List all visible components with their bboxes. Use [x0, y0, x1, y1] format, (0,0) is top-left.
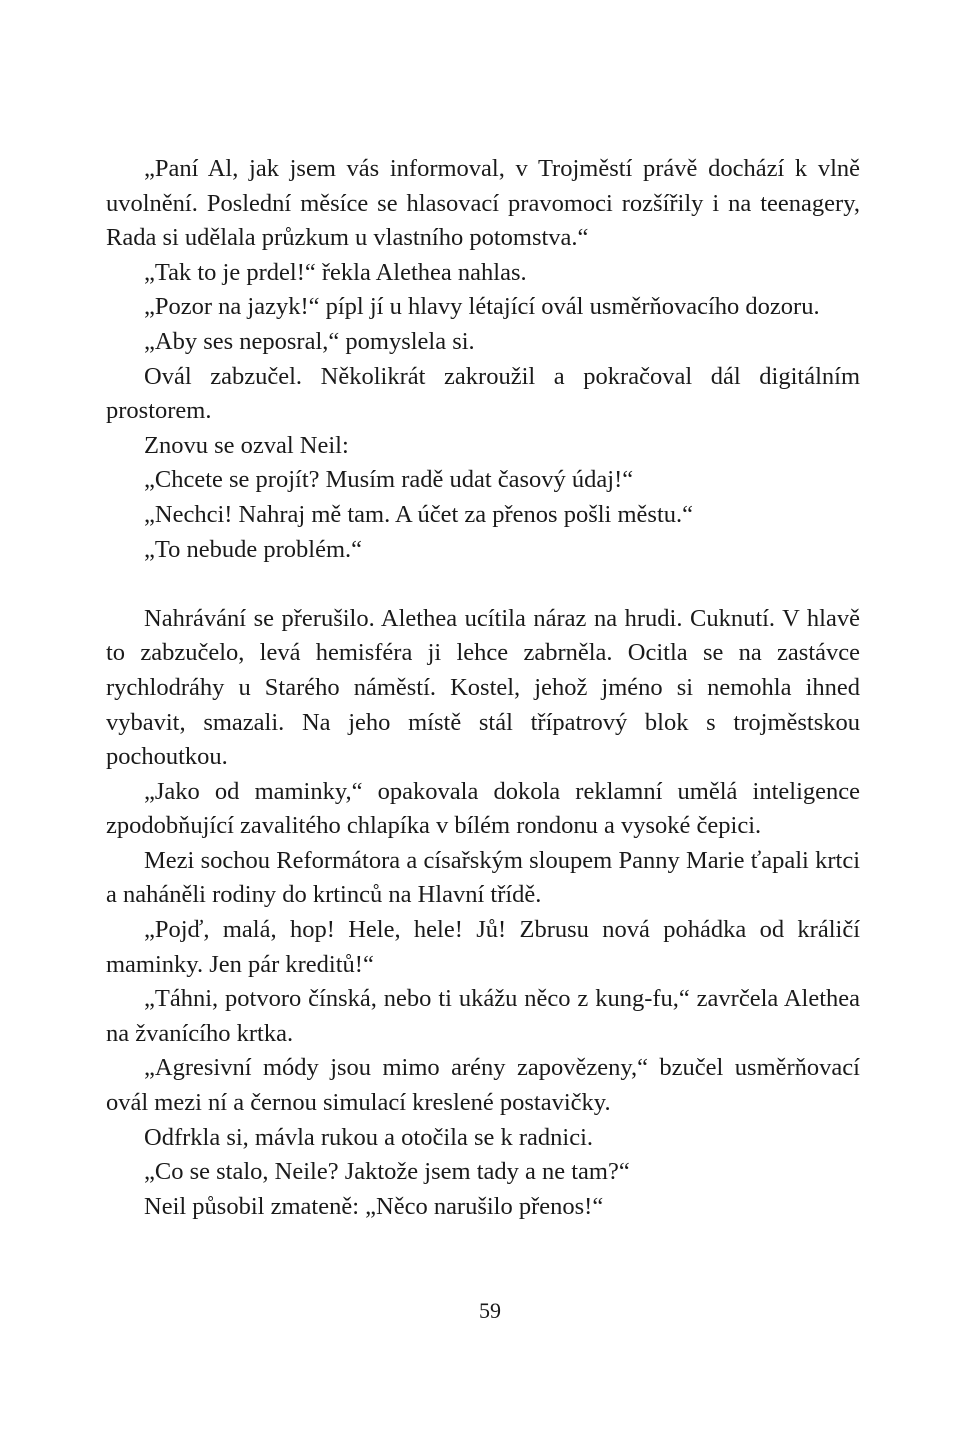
paragraph: Znovu se ozval Neil:	[144, 431, 349, 459]
paragraph: „Nechci! Nahraj mě tam. A účet za přenos pošli městu.“	[144, 500, 694, 528]
paragraph: Mezi sochou Reformátora a císařským sloupem Panny Marie ťapali krtci a naháněli rodiny do krtinců na Hlavní třídě.	[106, 846, 860, 909]
paragraph: „Co se stalo, Neile? Jaktože jsem tady a ne tam?“	[144, 1158, 630, 1186]
paragraph: „Jako od maminky,“ opakovala dokola reklamní umělá inteligence zpodobňující zavalitého chlapíka v bílém rondonu a vysoké čepici.	[106, 777, 860, 840]
paragraph: „Paní Al, jak jsem vás informoval, v Trojměstí právě dochází k vlně uvolnění. Poslední měsíce se hlasovací pravomoci rozšířily i na teenagery, Rada si udělala průzkum u vlastního potomstva.“	[106, 155, 860, 252]
paragraph: Ovál zabzučel. Několikrát zakroužil a pokračoval dál digitálním prostorem.	[106, 362, 860, 425]
paragraph: „To nebude problém.“	[144, 535, 363, 563]
paragraph: „Pozor na jazyk!“ pípl jí u hlavy létající ovál usměrňovacího dozoru.	[144, 293, 820, 321]
paragraph: „Pojď, malá, hop! Hele, hele! Jů! Zbrusu nová pohádka od králičí maminky. Jen pár kreditů!“	[106, 916, 860, 978]
paragraph: Neil působil zmateně: „Něco narušilo přenos!“	[144, 1192, 604, 1220]
paragraph: „Agresivní módy jsou mimo arény zapovězeny,“ bzučel usměrňovací ovál mezi ní a černou simulací kreslené postavičky.	[106, 1054, 860, 1117]
paragraph: Nahrávání se přerušilo. Alethea ucítila náraz na hrudi. Cuknutí. V hlavě to zabzučelo, levá hemisféra ji lehce zabrněla. Ocitla se na zastávce rychlodráhy u Starého náměstí. Kostel, jehož jméno si nemohla ihned vybavit, smazali. Na jeho místě stál třípatrový blok s trojměstskou pochoutkou.	[106, 604, 860, 771]
paragraph: „Táhni, potvoro čínská, nebo ti ukážu něco z kung-fu,“ zavrčela Alethea na žvanícího krtka.	[106, 985, 860, 1047]
paragraph: „Chcete se projít? Musím radě udat časový údaj!“	[144, 466, 634, 494]
paragraph: „Tak to je prdel!“ řekla Alethea nahlas.	[144, 258, 527, 286]
page-number: 59	[479, 1298, 501, 1323]
section-break	[106, 567, 860, 602]
body-text	[106, 152, 860, 1224]
paragraph: Odfrkla si, mávla rukou a otočila se k radnici.	[144, 1123, 594, 1151]
paragraph: „Aby ses neposral,“ pomyslela si.	[144, 327, 475, 355]
